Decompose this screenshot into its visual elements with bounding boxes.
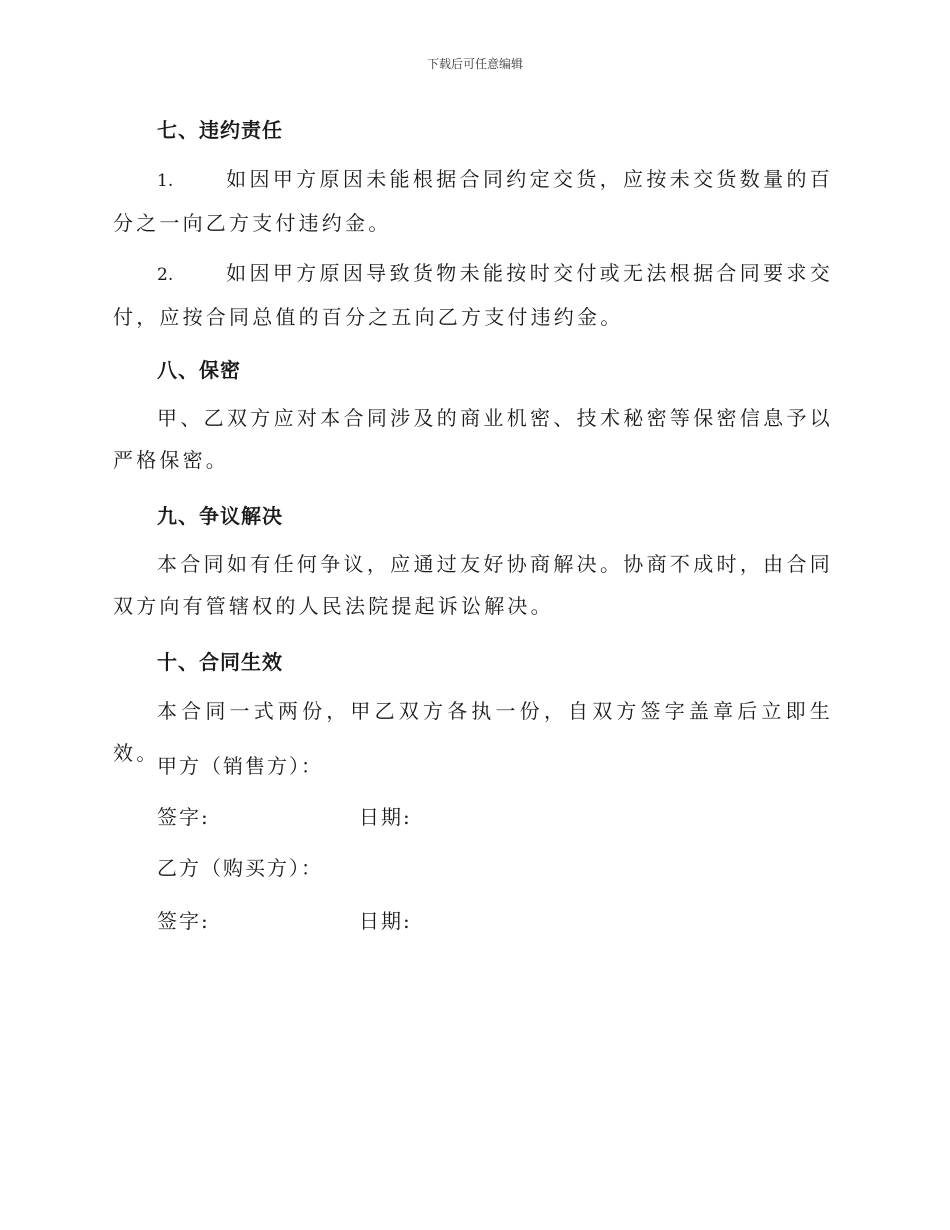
party-a-label: 甲方（销售方）： [157,754,323,778]
party-b-signature-row [157,905,757,934]
section-8-text: 甲、乙双方应对本合同涉及的商业机密、技术秘密等保密信息予以严格保密。 [113,406,833,472]
section-7-title: 七、违约责任 [157,118,283,142]
item-2-number: 2. [157,265,174,285]
section-10-title: 十、合同生效 [157,650,283,674]
section-9-title: 九、争议解决 [157,504,283,528]
page-header: 下载后可任意编辑 [426,57,523,71]
section-7-item-2 [113,252,833,338]
party-a-date-label: 日期: [359,805,412,829]
party-a-sign-label: 签字: [157,805,210,829]
party-b-label: 乙方（购买方）： [157,856,323,880]
party-b-sign-label: 签字: [157,909,210,933]
item-2-text: 如因甲方原因导致货物未能按时交付或无法根据合同要求交付，应按合同总值的百分之五向乙方支付违约金。 [113,261,833,329]
section-9-text: 本合同如有任何争议，应通过友好协商解决。协商不成时，由合同双方向有管辖权的人民法院提起诉讼解决。 [113,552,833,618]
section-7-item-1 [113,158,833,244]
party-a-signature-row [157,801,757,830]
section-10-text: 本合同一式两份，甲乙双方各执一份，自双方签字盖章后立即生效。 [113,699,833,765]
item-1-text: 如因甲方原因未能根据合同约定交货，应按未交货数量的百分之一向乙方支付违约金。 [113,167,833,235]
section-8-title: 八、保密 [157,358,241,382]
party-b-date-label: 日期: [359,909,412,933]
item-1-number: 1. [157,171,174,191]
